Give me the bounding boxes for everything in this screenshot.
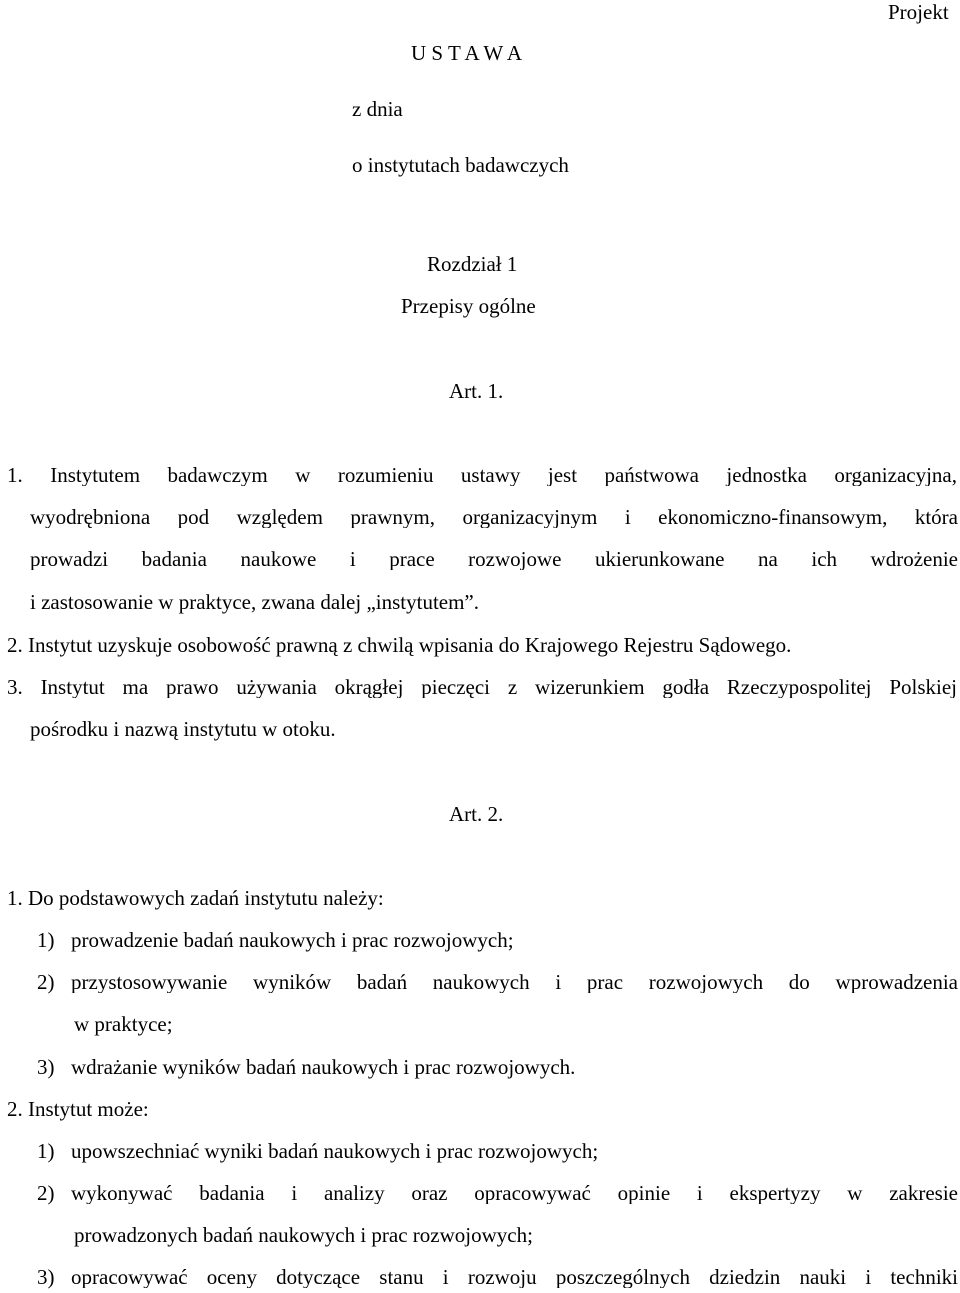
art1-p3-line-1: 3. Instytut ma prawo używania okrągłej pieczęci z wizerunkiem godła Rzeczypospolitej Polskiej — [7, 677, 957, 698]
art1-p1-line-4: i zastosowanie w praktyce, zwana dalej „instytutem”. — [30, 590, 479, 614]
art2-p2-item-2-num: 2) — [37, 1181, 55, 1205]
chapter-number: Rozdział 1 — [427, 252, 518, 276]
art1-p2: 2. Instytut uzyskuje osobowość prawną z chwilą wpisania do Krajowego Rejestru Sądowego. — [7, 633, 792, 657]
art2-p1-item-2-num: 2) — [37, 970, 55, 994]
art2-p1-item-3-text: wdrażanie wyników badań naukowych i prac rozwojowych. — [71, 1055, 576, 1079]
art2-p1-item-2-line-2: w praktyce; — [74, 1012, 173, 1036]
act-title: U S T A W A — [411, 41, 523, 65]
art2-p2-item-3-num: 3) — [37, 1265, 55, 1289]
art2-p2-item-1-text: upowszechniać wyniki badań naukowych i prac rozwojowych; — [71, 1139, 599, 1163]
art2-p2-intro: 2. Instytut może: — [7, 1097, 149, 1121]
art2-p1-item-3-num: 3) — [37, 1055, 55, 1079]
art2-p1-item-1-text: prowadzenie badań naukowych i prac rozwojowych; — [71, 928, 514, 952]
chapter-name: Przepisy ogólne — [401, 294, 536, 318]
art1-p1-line-1: 1. Instytutem badawczym w rozumieniu ustawy jest państwowa jednostka organizacyjna, — [7, 465, 957, 486]
art1-p3-line-2: pośrodku i nazwą instytutu w otoku. — [30, 717, 336, 741]
art1-p1-line-3: prowadzi badania naukowe i prace rozwojowe ukierunkowane na ich wdrożenie — [30, 549, 958, 570]
article-1-heading: Art. 1. — [449, 379, 504, 403]
art2-p2-item-2-line-2: prowadzonych badań naukowych i prac rozwojowych; — [74, 1223, 533, 1247]
art2-p2-item-2-line-1: wykonywać badania i analizy oraz opracowywać opinie i ekspertyzy w zakresie — [71, 1183, 958, 1204]
art2-p2-item-1-num: 1) — [37, 1139, 55, 1163]
article-2-heading: Art. 2. — [449, 802, 504, 826]
projekt-label: Projekt — [888, 0, 949, 24]
art2-p2-item-3-text: opracowywać oceny dotyczące stanu i rozwoju poszczególnych dziedzin nauki i techniki — [71, 1267, 958, 1288]
art2-p1-item-1-num: 1) — [37, 928, 55, 952]
art2-p1-item-2-line-1: przystosowywanie wyników badań naukowych i prac rozwojowych do wprowadzenia — [71, 972, 958, 993]
act-subject: o instytutach badawczych — [352, 153, 569, 177]
act-date: z dnia — [352, 97, 403, 121]
art2-p1-intro: 1. Do podstawowych zadań instytutu należy: — [7, 886, 384, 910]
art1-p1-line-2: wyodrębniona pod względem prawnym, organizacyjnym i ekonomiczno-finansowym, która — [30, 507, 958, 528]
